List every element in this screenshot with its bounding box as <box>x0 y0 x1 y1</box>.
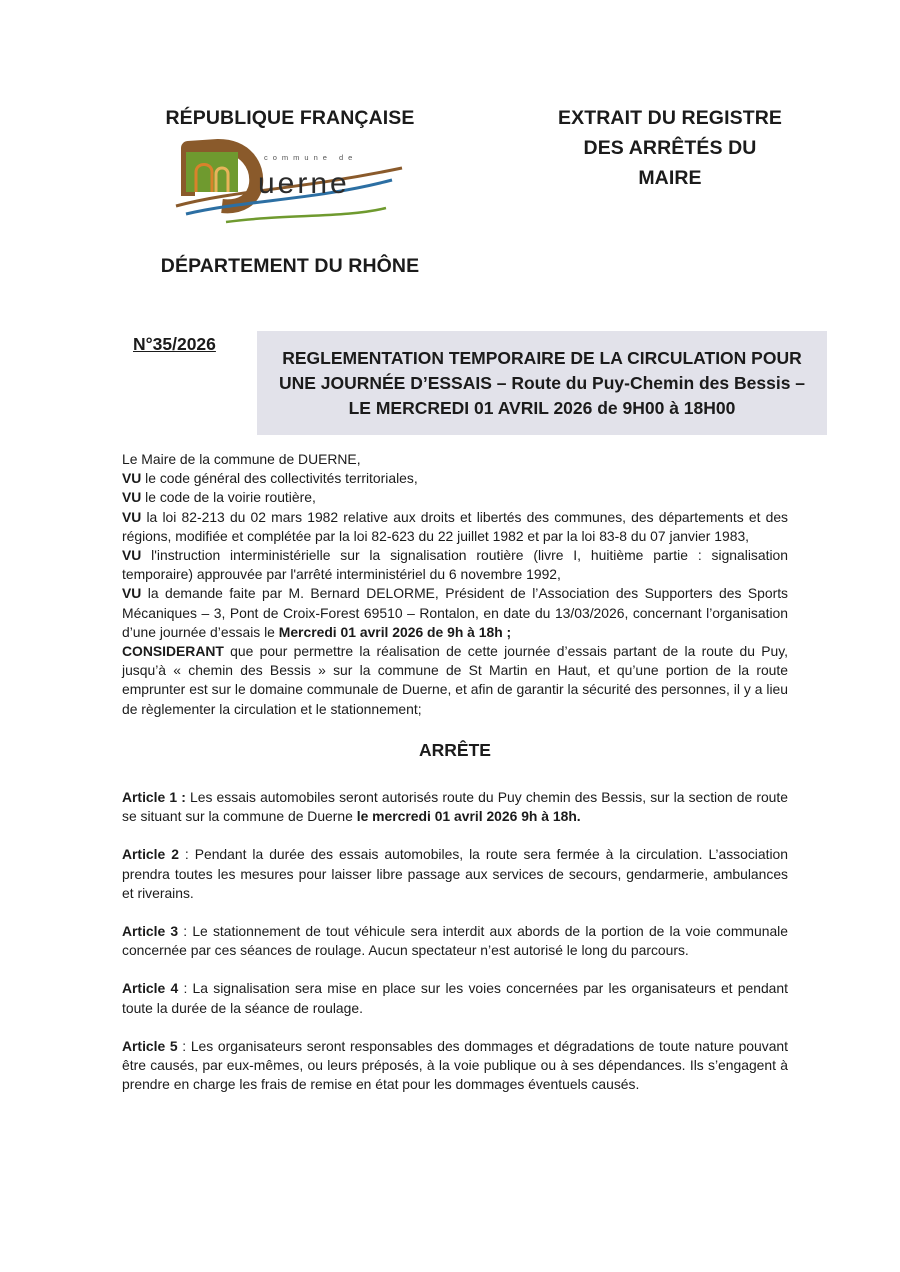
title-line-2: UNE JOURNÉE D’ESSAIS – Route du Puy-Chemin des Bessis – <box>278 372 806 393</box>
vu-clause: VU la loi 82-213 du 02 mars 1982 relative aux droits et libertés des communes, des départements et des régions, modifiée et complétée par la loi 82-623 du 22 juillet 1982 et par la loi 83-8 du 07 janvier 1983, <box>122 508 788 544</box>
republic-heading: RÉPUBLIQUE FRANÇAISE <box>165 107 415 129</box>
event-date: Mercredi 01 avril 2026 de 9h à 18h ; <box>278 623 512 640</box>
vu-label: VU <box>122 508 142 525</box>
logo-name: uerne <box>258 167 350 200</box>
preamble-intro: Le Maire de la commune de DUERNE, <box>122 451 361 467</box>
logo-commune-label: commune de <box>264 153 358 162</box>
article-label: Article 4 <box>122 980 179 997</box>
article-5: Article 5 : Les organisateurs seront responsables des dommages et dégradations de toute nature pouvant être causés, par eux-mêmes, ou leurs préposés, à la voie publique ou à ses dépendances. Ils s’engagent à prendre en charge les frais de remise en état pour les dommages éventuels causés. <box>122 1037 789 1093</box>
article-label: Article 1 : <box>122 789 186 806</box>
article-label: Article 3 <box>122 923 179 940</box>
vu-clause: VU la demande faite par M. Bernard DELORME, Président de l’Association des Supporters des Sports Mécaniques – 3, Pont de Croix-Forest 69510 – Rontalon, en date du 13/03/2026, concernant l’organisation d’une journée d’essais le Mercredi 01 avril 2026 de 9h à 18h ; <box>122 585 788 640</box>
article-2: Article 2 : Pendant la durée des essais automobiles, la route sera fermée à la circulation. L’association prendra toutes les mesures pour laisser libre passage aux services de secours, gendarmerie, ambulances et riverains. <box>122 846 788 901</box>
article-3: Article 3 : Le stationnement de tout véhicule sera interdit aux abords de la portion de la voie communale concernée par ces séances de roulage. Aucun spectateur n’est autorisé le long du parcours. <box>122 923 788 959</box>
considerant-label: CONSIDERANT <box>122 643 224 660</box>
article-1: Article 1 : Les essais automobiles seront autorisés route du Puy chemin des Bessis, sur la section de route se situant sur la commune de Duerne le mercredi 01 avril 2026 9h à 18h. <box>122 789 788 825</box>
extract-line-1: EXTRAIT DU REGISTRE <box>558 107 782 129</box>
decree-number: N°35/2026 <box>133 334 216 354</box>
title-line-1: REGLEMENTATION TEMPORAIRE DE LA CIRCULATION POUR <box>282 347 802 368</box>
considerant-clause: CONSIDERANT que pour permettre la réalisation de cette journée d’essais partant de la route du Puy, jusqu’à « chemin des Bessis » sur la commune de St Martin en Haut, et qu’une portion de la route emprunter est sur le domaine communale de Duerne, et afin de garantir la sécurité des personnes, il y a lieu de règlementer la circulation et le stationnement; <box>122 643 789 717</box>
title-line-3: LE MERCREDI 01 AVRIL 2026 de 9H00 à 18H00 <box>348 397 736 418</box>
department-heading: DÉPARTEMENT DU RHÔNE <box>160 255 420 277</box>
article-label: Article 5 <box>122 1037 178 1054</box>
decree-title-banner <box>257 331 827 435</box>
commune-logo <box>166 138 416 234</box>
extract-line-2: DES ARRÊTÉS DU <box>583 137 757 159</box>
register-extract-heading <box>540 103 800 193</box>
vu-label: VU <box>122 489 142 506</box>
arrete-heading: ARRÊTE <box>419 739 491 760</box>
vu-clause: VU le code général des collectivités territoriales, <box>122 470 418 487</box>
article-label: Article 2 <box>122 846 179 863</box>
extract-line-3: MAIRE <box>638 167 702 189</box>
vu-clause: VU l'instruction interministérielle sur la signalisation routière (livre I, huitième partie : signalisation temporaire) approuvée par l'arrêté interministériel du 6 novembre 1992, <box>122 547 789 583</box>
article-4: Article 4 : La signalisation sera mise en place sur les voies concernées par les organisateurs et pendant toute la durée de la séance de roulage. <box>122 980 788 1016</box>
vu-clause: VU le code de la voirie routière, <box>122 489 316 506</box>
duerne-logo-icon <box>166 138 416 234</box>
vu-label: VU <box>122 470 142 487</box>
vu-label: VU <box>122 585 142 602</box>
vu-label: VU <box>122 547 142 564</box>
decree-body <box>122 450 788 1113</box>
